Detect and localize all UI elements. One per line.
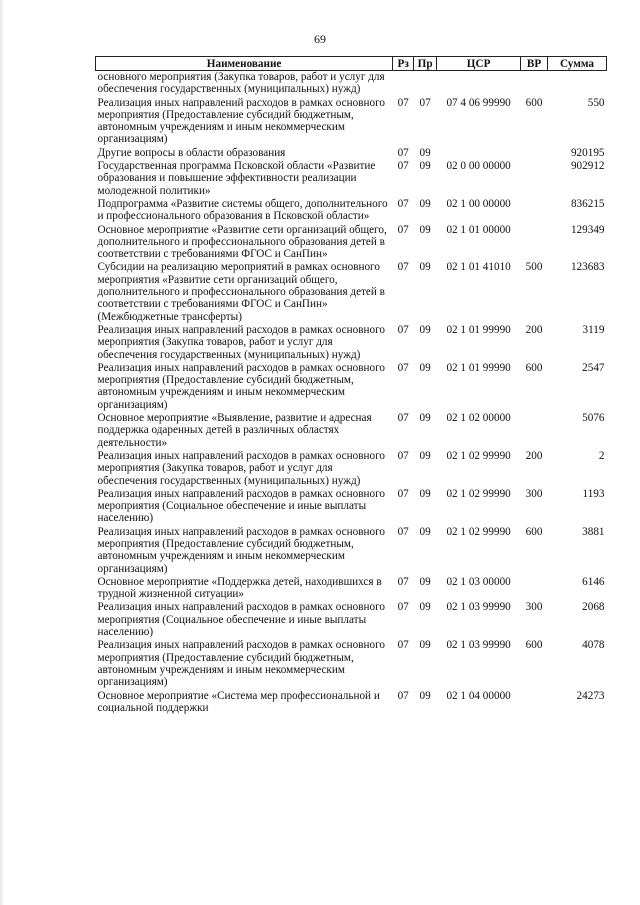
scan-edge-shadow	[0, 0, 4, 905]
cell-name: Реализация иных направлений расходов в рамках основного мероприятия (Закупка товаров, работ и услуг для обеспечения государственных (муниципальных) нужд)	[97, 323, 385, 361]
cell-name: основного мероприятия (Закупка товаров, работ и услуг для обеспечения государственных (муниципальных) нужд)	[97, 71, 385, 96]
cell-vr	[521, 412, 548, 450]
cell-pr: 09	[419, 361, 431, 374]
cell-csr: 02 1 02 99990	[446, 449, 511, 462]
table-row	[96, 526, 607, 576]
cell-rz: 07	[397, 639, 409, 652]
cell-csr: 02 1 01 00000	[446, 223, 511, 236]
cell-rz: 07	[397, 261, 409, 274]
cell-csr: 02 1 03 99990	[446, 601, 511, 614]
cell-pr: 07	[419, 96, 431, 109]
cell-name: Реализация иных направлений расходов в рамках основного мероприятия (Социальное обеспечение и иные выплаты населению)	[97, 487, 385, 525]
cell-name: Государственная программа Псковской области «Развитие образования и повышение эффективности реализации молодежной политики»	[97, 160, 376, 197]
cell-sum: 4078	[582, 639, 605, 652]
cell-name: Реализация иных направлений расходов в рамках основного мероприятия (Закупка товаров, работ и услуг для обеспечения государственных (муниципальных) нужд)	[97, 449, 385, 487]
table-row	[96, 324, 607, 362]
cell-vr: 600	[525, 525, 543, 538]
cell-rz: 07	[397, 601, 409, 614]
budget-table	[95, 56, 607, 715]
cell-sum: 836215	[570, 197, 605, 210]
cell-pr: 09	[419, 412, 431, 425]
header-sum: Сумма	[548, 57, 607, 71]
cell-rz: 07	[397, 197, 409, 210]
cell-vr	[521, 71, 548, 97]
cell-pr: 09	[419, 525, 431, 538]
cell-pr: 09	[419, 449, 431, 462]
cell-name: Реализация иных направлений расходов в рамках основного мероприятия (Социальное обеспечение и иные выплаты населению)	[97, 601, 385, 639]
cell-rz: 07	[397, 449, 409, 462]
table-row	[96, 147, 607, 160]
cell-vr: 500	[525, 261, 543, 274]
cell-sum: 24273	[576, 689, 605, 702]
cell-sum: 123683	[570, 261, 605, 274]
table-body	[96, 71, 607, 716]
cell-pr: 09	[419, 160, 431, 173]
cell-pr: 09	[419, 689, 431, 702]
table-row	[96, 576, 607, 602]
cell-pr: 09	[419, 323, 431, 336]
header-rz: Рз	[393, 57, 414, 71]
table-row	[96, 639, 607, 689]
cell-name: Основное мероприятие «Развитие сети организаций общего, дополнительного и профессионального образования детей в соответствии с требованиями ФГОС и СанПин»	[97, 223, 387, 261]
table-row	[96, 412, 607, 450]
cell-csr: 02 1 01 41010	[446, 261, 511, 274]
cell-csr: 02 1 02 99990	[446, 487, 511, 500]
cell-sum: 2	[598, 449, 605, 462]
cell-sum	[548, 71, 607, 97]
cell-rz: 07	[397, 323, 409, 336]
cell-rz: 07	[397, 96, 409, 109]
cell-sum: 129349	[570, 223, 605, 236]
cell-pr: 09	[419, 146, 431, 159]
table-row	[96, 198, 607, 224]
cell-rz: 07	[397, 223, 409, 236]
cell-pr: 09	[419, 487, 431, 500]
cell-sum: 5076	[582, 412, 605, 425]
cell-vr: 600	[525, 639, 543, 652]
cell-pr: 09	[419, 261, 431, 274]
cell-vr: 600	[525, 361, 543, 374]
table-row	[96, 224, 607, 262]
cell-pr: 09	[419, 601, 431, 614]
cell-pr: 09	[419, 223, 431, 236]
cell-rz: 07	[397, 146, 409, 159]
cell-csr: 02 1 03 99990	[446, 639, 511, 652]
cell-sum: 902912	[570, 160, 605, 173]
cell-pr: 09	[419, 639, 431, 652]
table-row	[96, 362, 607, 412]
cell-csr: 02 1 01 99990	[446, 323, 511, 336]
cell-vr	[521, 147, 548, 160]
cell-csr: 02 1 02 00000	[446, 412, 511, 425]
cell-name: Реализация иных направлений расходов в рамках основного мероприятия (Предоставление субсидий бюджетным, автономным учреждениям и иным некоммерческим организациям)	[97, 361, 385, 411]
cell-pr: 09	[419, 575, 431, 588]
cell-pr: 09	[419, 197, 431, 210]
cell-csr	[437, 147, 521, 160]
header-vr: ВР	[521, 57, 548, 71]
table-header-row	[96, 57, 607, 71]
cell-csr: 02 1 03 00000	[446, 575, 511, 588]
cell-vr: 300	[525, 487, 543, 500]
cell-vr	[521, 160, 548, 198]
cell-rz: 07	[397, 575, 409, 588]
cell-csr	[437, 71, 521, 97]
table-row	[96, 261, 607, 323]
table-row	[96, 450, 607, 488]
cell-sum: 2068	[582, 601, 605, 614]
cell-rz: 07	[397, 160, 409, 173]
cell-rz: 07	[397, 689, 409, 702]
cell-vr	[521, 576, 548, 602]
cell-rz: 07	[397, 412, 409, 425]
header-csr: ЦСР	[437, 57, 521, 71]
cell-vr	[521, 224, 548, 262]
cell-name: Реализация иных направлений расходов в рамках основного мероприятия (Предоставление субсидий бюджетным, автономным учреждениям и иным некоммерческим организациям)	[97, 639, 385, 689]
cell-vr: 200	[525, 323, 543, 336]
cell-csr: 02 1 00 00000	[446, 197, 511, 210]
page-number: 69	[314, 32, 326, 46]
cell-sum: 1193	[582, 487, 605, 500]
cell-name: Субсидии на реализацию мероприятий в рамках основного мероприятия «Развитие сети организаций общего, дополнительного и профессионального образования детей в соответствии с требованиями ФГОС и СанПин» (Межбюджетные трансферты)	[97, 261, 385, 323]
cell-vr	[521, 198, 548, 224]
cell-name: Основное мероприятие «Выявление, развитие и адресная поддержка одаренных детей в различных областях деятельности»	[97, 412, 372, 449]
table-row	[96, 488, 607, 526]
cell-csr: 02 1 04 00000	[446, 689, 511, 702]
cell-sum: 550	[587, 96, 605, 109]
header-name: Наименование	[96, 57, 393, 71]
cell-csr: 02 0 00 00000	[446, 160, 511, 173]
table-row	[96, 601, 607, 639]
table-row	[96, 71, 607, 97]
cell-sum: 2547	[582, 361, 605, 374]
cell-name: Основное мероприятие «Поддержка детей, находившихся в трудной жизненной ситуации»	[97, 575, 382, 601]
cell-rz	[393, 71, 414, 97]
cell-sum: 6146	[582, 575, 605, 588]
cell-csr: 02 1 01 99990	[446, 361, 511, 374]
cell-pr	[414, 71, 437, 97]
cell-rz: 07	[397, 525, 409, 538]
cell-name: Подпрограмма «Развитие системы общего, дополнительного и профессионального образования в Псковской области»	[97, 197, 388, 223]
cell-name: Другие вопросы в области образования	[97, 146, 286, 159]
table-row	[96, 160, 607, 198]
table-row	[96, 690, 607, 716]
cell-vr: 200	[525, 449, 543, 462]
cell-csr: 07 4 06 99990	[446, 96, 511, 109]
cell-vr: 300	[525, 601, 543, 614]
cell-sum: 3881	[582, 525, 605, 538]
table-row	[96, 97, 607, 147]
cell-rz: 07	[397, 487, 409, 500]
cell-rz: 07	[397, 361, 409, 374]
cell-vr	[521, 690, 548, 716]
cell-vr: 600	[525, 96, 543, 109]
header-pr: Пр	[414, 57, 437, 71]
cell-csr: 02 1 02 99990	[446, 525, 511, 538]
cell-sum: 920195	[570, 146, 605, 159]
cell-sum: 3119	[582, 323, 605, 336]
cell-name: Реализация иных направлений расходов в рамках основного мероприятия (Предоставление субсидий бюджетным, автономным учреждениям и иным некоммерческим организациям)	[97, 525, 385, 575]
cell-name: Реализация иных направлений расходов в рамках основного мероприятия (Предоставление субсидий бюджетным, автономным учреждениям и иным некоммерческим организациям)	[97, 96, 385, 146]
cell-name: Основное мероприятие «Система мер профессиональной и социальной поддержки	[97, 689, 380, 714]
